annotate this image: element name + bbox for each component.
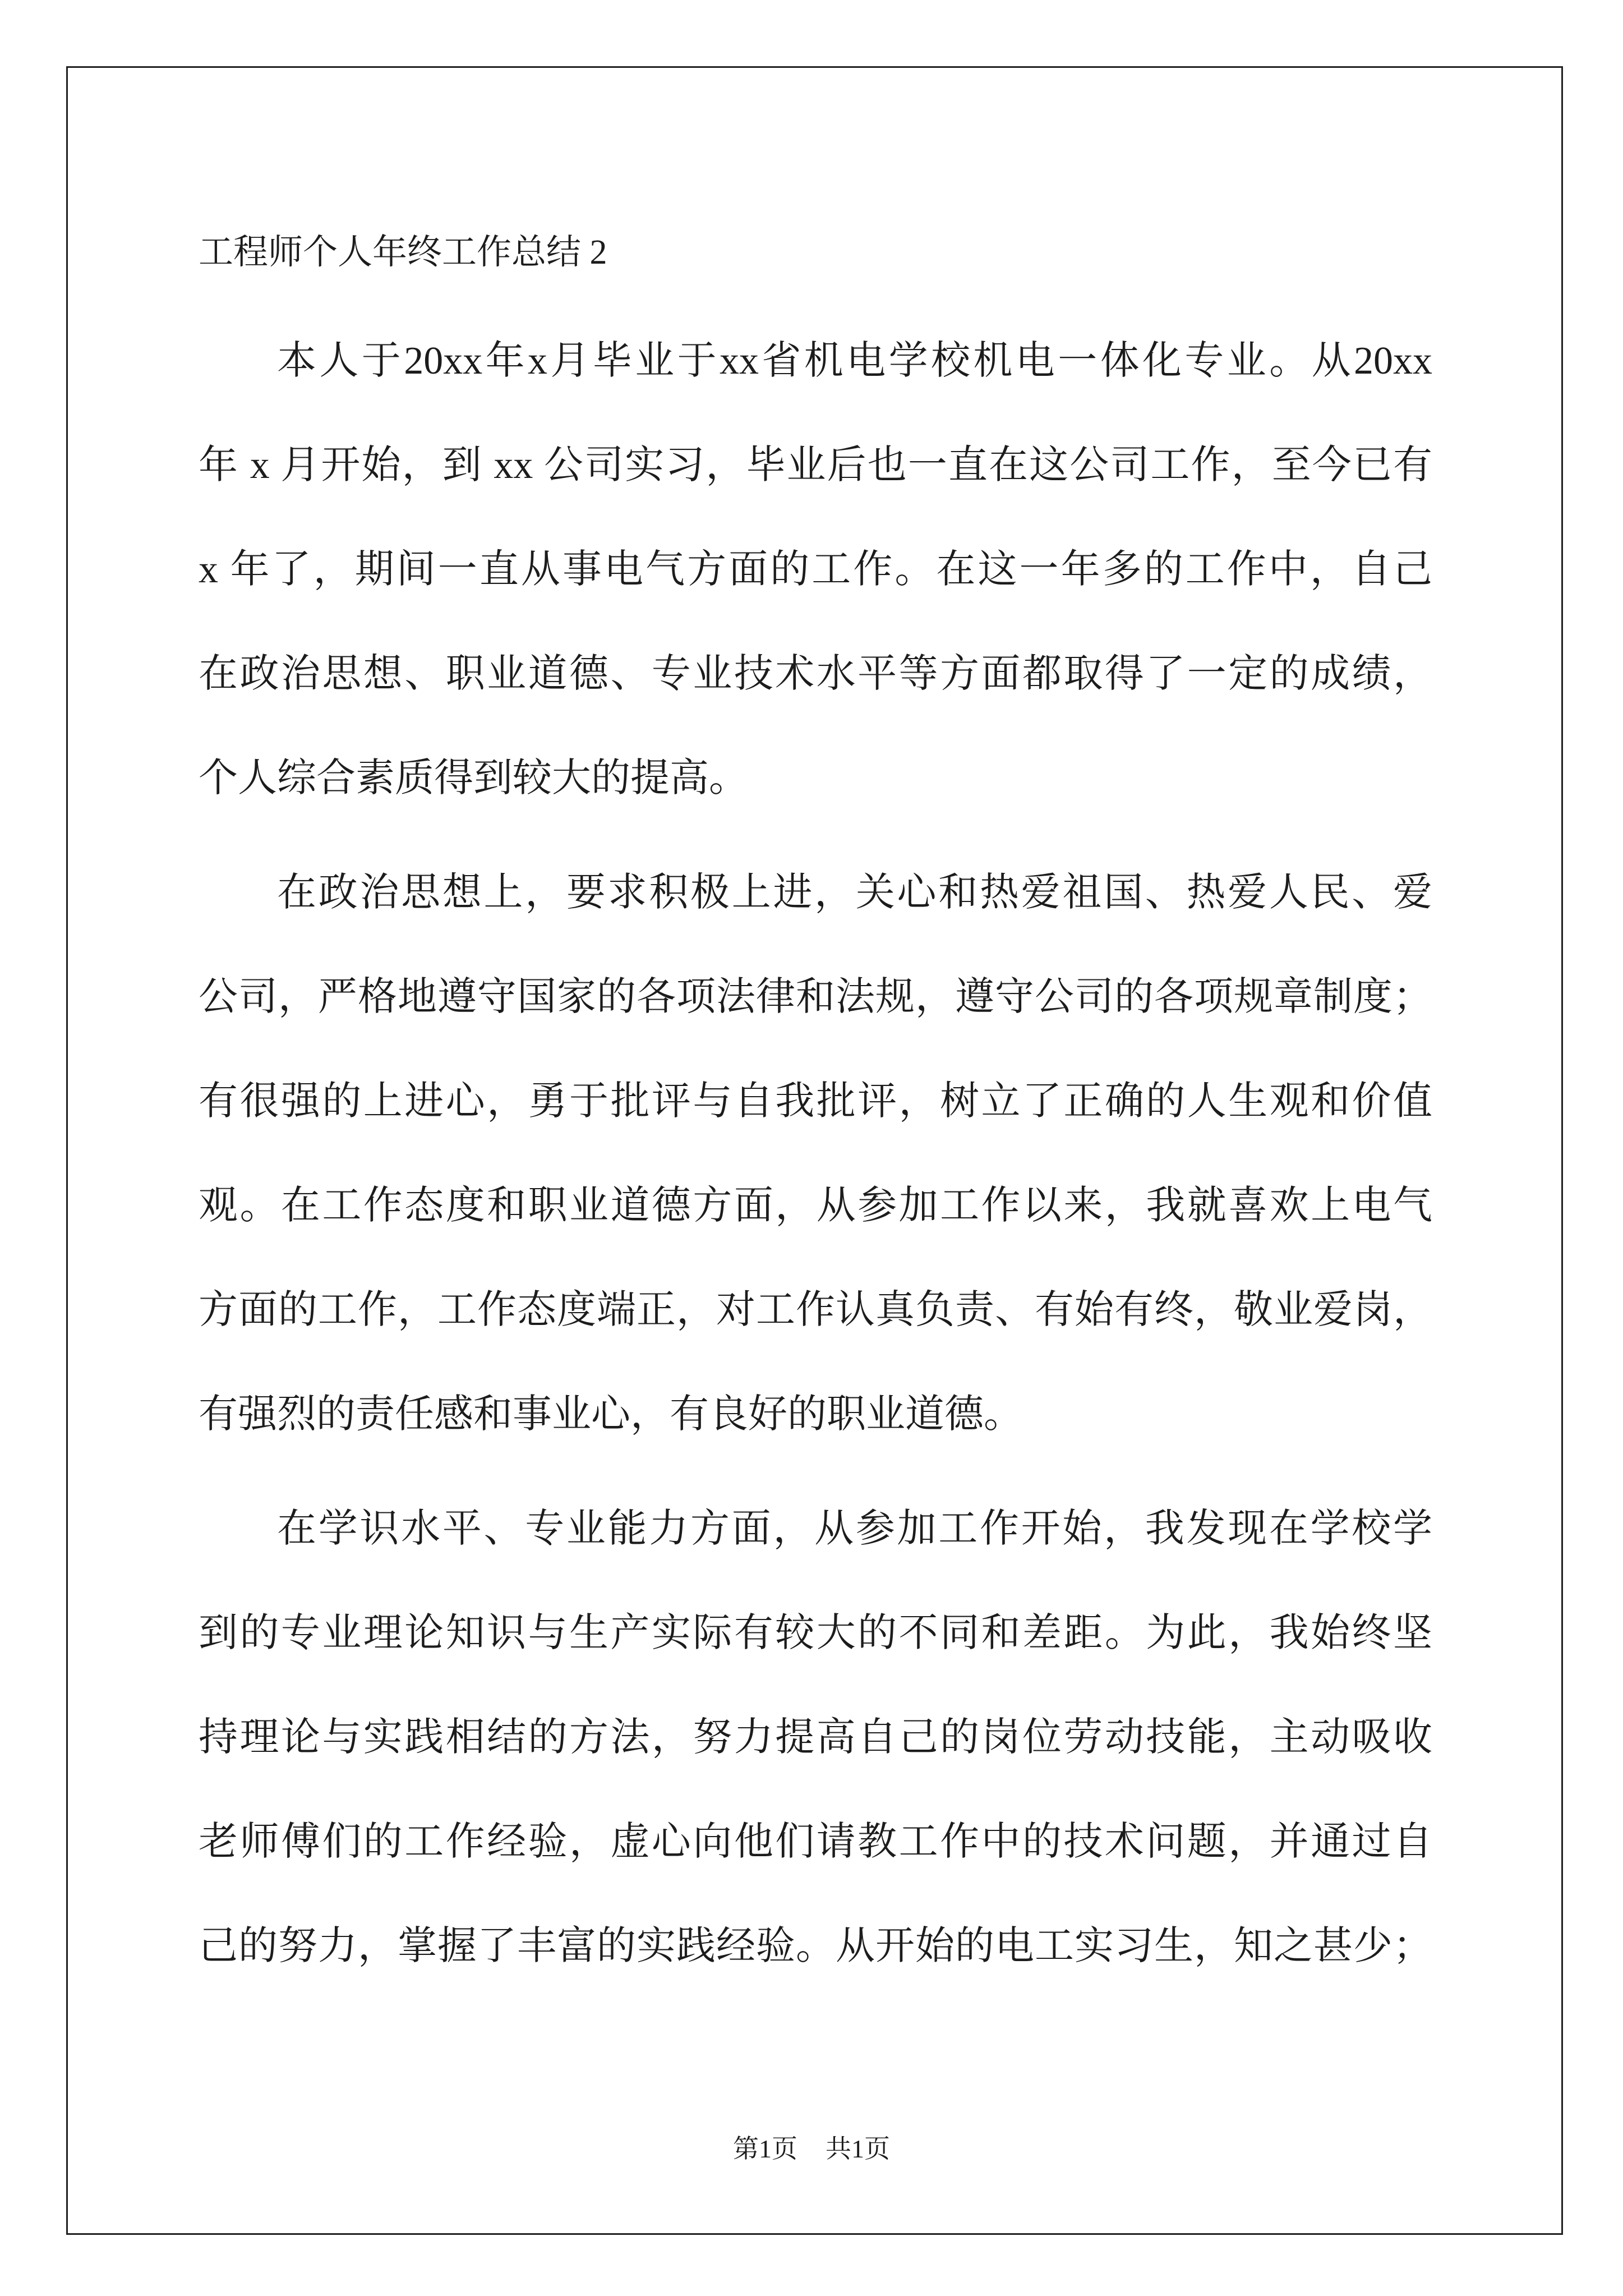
paragraph-line: 在学识水平、专业能力方面，从参加工作开始，我发现在学校学 <box>277 1507 1432 1550</box>
paragraph-line: 个人综合素质得到较大的提高。 <box>199 757 748 800</box>
paragraph-line: 方面的工作，工作态度端正，对工作认真负责、有始有终，敬业爱岗， <box>199 1289 1432 1332</box>
paragraph-line: 持理论与实践相结的方法，努力提高自己的岗位劳动技能，主动吸收 <box>199 1716 1432 1759</box>
document-body <box>199 200 1432 1999</box>
document-title: 工程师个人年终工作总结 2 <box>199 233 607 272</box>
paragraph <box>199 309 1432 831</box>
paragraph-line: 观。在工作态度和职业道德方面，从参加工作以来，我就喜欢上电气 <box>199 1184 1432 1227</box>
paragraph-line: x 年了，期间一直从事电气方面的工作。在这一年多的工作中，自己 <box>199 548 1432 591</box>
page-number-current: 第1页 <box>733 2134 797 2163</box>
paragraph-line: 有很强的上进心，勇于批评与自我批评，树立了正确的人生观和价值 <box>199 1080 1432 1123</box>
paragraph-line: 老师傅们的工作经验，虚心向他们请教工作中的技术问题，并通过自 <box>199 1820 1432 1864</box>
paragraph <box>199 1477 1432 1999</box>
paragraph <box>199 841 1432 1467</box>
paragraph-line: 公司，严格地遵守国家的各项法律和法规，遵守公司的各项规章制度； <box>199 976 1432 1019</box>
paragraph-line: 在政治思想、职业道德、专业技术水平等方面都取得了一定的成绩， <box>199 652 1432 696</box>
paragraph-line: 到的专业理论知识与生产实际有较大的不同和差距。为此，我始终坚 <box>199 1612 1432 1655</box>
paragraph-line: 己的努力，掌握了丰富的实践经验。从开始的电工实习生，知之甚少； <box>199 1925 1432 1968</box>
paragraph-line: 年 x 月开始，到 xx 公司实习，毕业后也一直在这公司工作，至今已有 <box>199 444 1432 487</box>
paragraph-line: 本人于20xx年x月毕业于xx省机电学校机电一体化专业。从20xx <box>277 339 1432 383</box>
paragraph-line: 有强烈的责任感和事业心，有良好的职业道德。 <box>199 1393 1023 1436</box>
page-footer <box>0 2132 1623 2166</box>
page-number-total: 共1页 <box>826 2134 890 2163</box>
paragraph-line: 在政治思想上，要求积极上进，关心和热爱祖国、热爱人民、爱 <box>277 871 1432 914</box>
